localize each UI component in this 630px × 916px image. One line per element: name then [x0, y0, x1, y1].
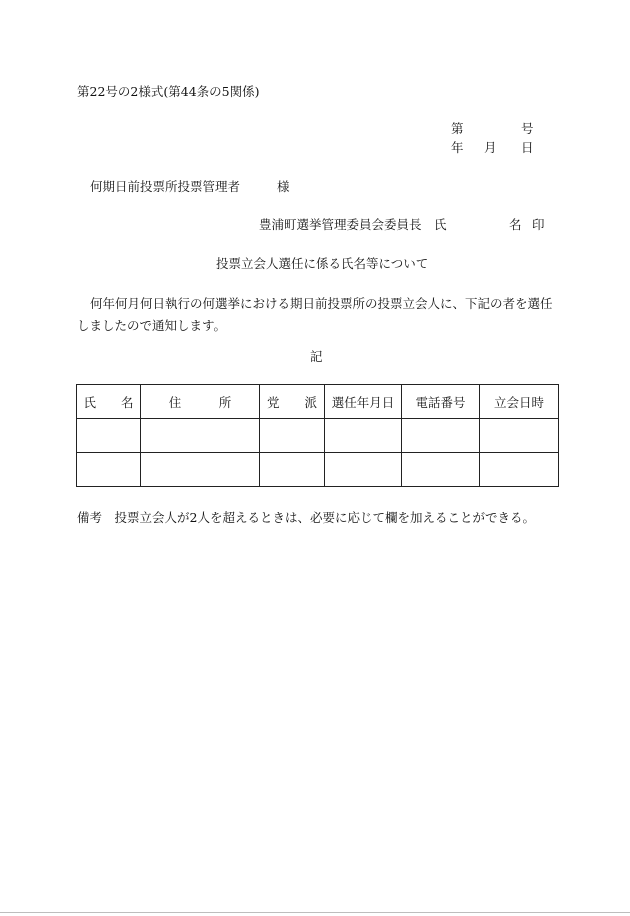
- table-cell: [402, 453, 480, 487]
- table-cell: [77, 453, 141, 487]
- note: 備考 投票立会人が2人を超えるときは、必要に応じて欄を加えることができる。: [77, 510, 535, 525]
- table-header-row: [77, 385, 559, 419]
- table-cell: [141, 419, 260, 453]
- table-cell: [260, 453, 325, 487]
- header-attendance-datetime: 立会日時: [480, 385, 559, 419]
- table-cell: [480, 453, 559, 487]
- addressee: 何期日前投票所投票管理者: [90, 179, 241, 194]
- table-cell: [480, 419, 559, 453]
- table-cell: [141, 453, 260, 487]
- header-name: 氏 名: [77, 385, 141, 419]
- table-cell: [260, 419, 325, 453]
- doc-number-suffix: 号: [521, 121, 534, 136]
- header-address: 住 所: [141, 385, 260, 419]
- header-party: 党 派: [260, 385, 325, 419]
- table-cell: [325, 453, 402, 487]
- page-bottom-border: [0, 912, 630, 913]
- table-row: [77, 419, 559, 453]
- seal-mark: 印: [532, 217, 545, 232]
- ki-heading: 記: [310, 349, 323, 364]
- sender-name-label: 名: [509, 217, 522, 232]
- date-day: 日: [521, 140, 534, 155]
- header-phone: 電話番号: [402, 385, 480, 419]
- date-month: 月: [484, 140, 497, 155]
- table-cell: [77, 419, 141, 453]
- date-year: 年: [451, 140, 464, 155]
- doc-number-prefix: 第: [451, 121, 464, 136]
- subject-title: 投票立会人選任に係る氏名等について: [216, 256, 429, 271]
- table-cell: [402, 419, 480, 453]
- form-id: 第22号の2様式(第44条の5関係): [77, 84, 260, 99]
- sender-title: 豊浦町選挙管理委員会委員長 氏: [259, 217, 447, 232]
- appointee-table: [76, 384, 559, 487]
- header-appointment-date: 選任年月日: [325, 385, 402, 419]
- table-row: [77, 453, 559, 487]
- body-paragraph: 何年何月何日執行の何選挙における期日前投票所の投票立会人に、下記の者を選任しましたので通知します。: [77, 296, 553, 333]
- table-cell: [325, 419, 402, 453]
- addressee-honorific: 様: [277, 179, 290, 194]
